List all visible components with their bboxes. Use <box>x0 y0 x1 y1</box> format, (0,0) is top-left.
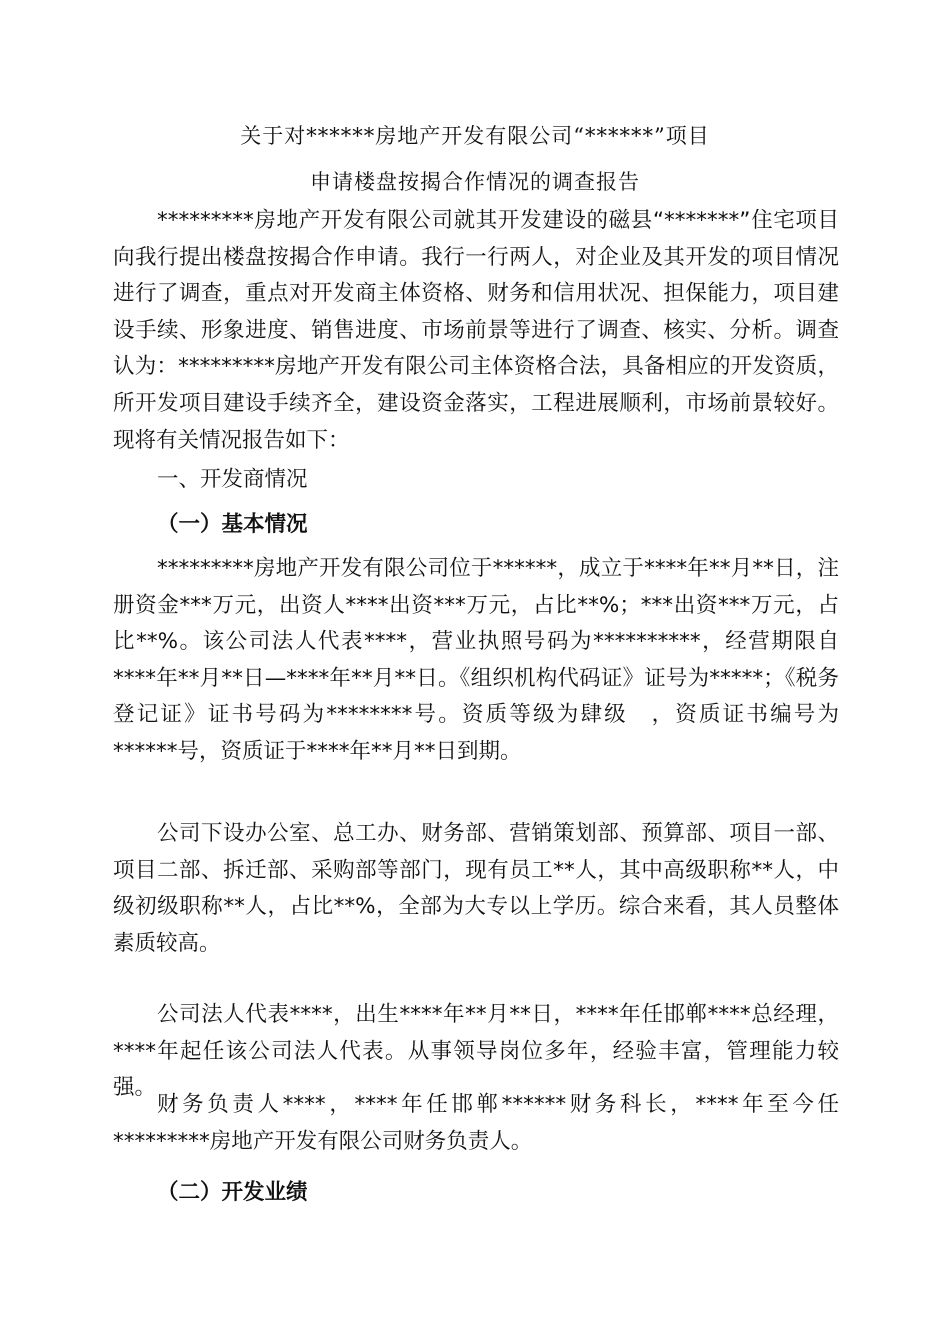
intro-paragraph: *********房地产开发有限公司就其开发建设的磁县“*******”住宅项目向我行提出楼盘按揭合作申请。我行一行两人，对企业及其开发的项目情况进行了调查，重点对开发商主体资格、财务和信用状况、担保能力，项目建设手续、形象进度、销售进度、市场前景等进行了调查、核实、分析。调查认为：*********房地产开发有限公司主体资格合法，具备相应的开发资质，所开发项目建设手续齐全，建设资金落实，工程进展顺利，市场前景较好。现将有关情况报告如下： <box>113 208 839 453</box>
basic-info-paragraph-legal-rep: 公司法人代表****，出生****年**月**日，****年任邯郸****总经理，****年起任该公司法人代表。从事领导岗位多年，经验丰富，管理能力较强。 <box>113 1002 839 1101</box>
basic-info-paragraph-finance-head: 财务负责人****，****年任邯郸******财务科长，****年至今任*********房地产开发有限公司财务负责人。 <box>113 1092 839 1154</box>
basic-info-paragraph-company: *********房地产开发有限公司位于******，成立于****年**月**日，注册资金***万元，出资人****出资***万元，占比**%；***出资***万元，占比**%。该公司法人代表****，营业执照号码为**********，经营期限自****年**月**日—****年**月**日。《组织机构代码证》证号为*****；《税务登记证》证书号码为********号。资质等级为肆级 ，资质证书编号为******号，资质证于****年**月**日到期。 <box>113 556 839 764</box>
report-title-line-1: 关于对******房地产开发有限公司“******”项目 <box>240 124 710 148</box>
section-heading-developer: 一、开发商情况 <box>157 467 308 492</box>
subsection-heading-basic-info: （一）基本情况 <box>157 512 308 537</box>
report-title-line-2: 申请楼盘按揭合作情况的调查报告 <box>310 170 640 194</box>
subsection-heading-development-record: （二）开发业绩 <box>157 1180 308 1205</box>
basic-info-paragraph-departments: 公司下设办公室、总工办、财务部、营销策划部、预算部、项目一部、项目二部、拆迁部、采购部等部门，现有员工**人，其中高级职称**人，中级初级职称**人，占比**%，全部为大专以上学历。综合来看，其人员整体素质较高。 <box>113 821 839 956</box>
